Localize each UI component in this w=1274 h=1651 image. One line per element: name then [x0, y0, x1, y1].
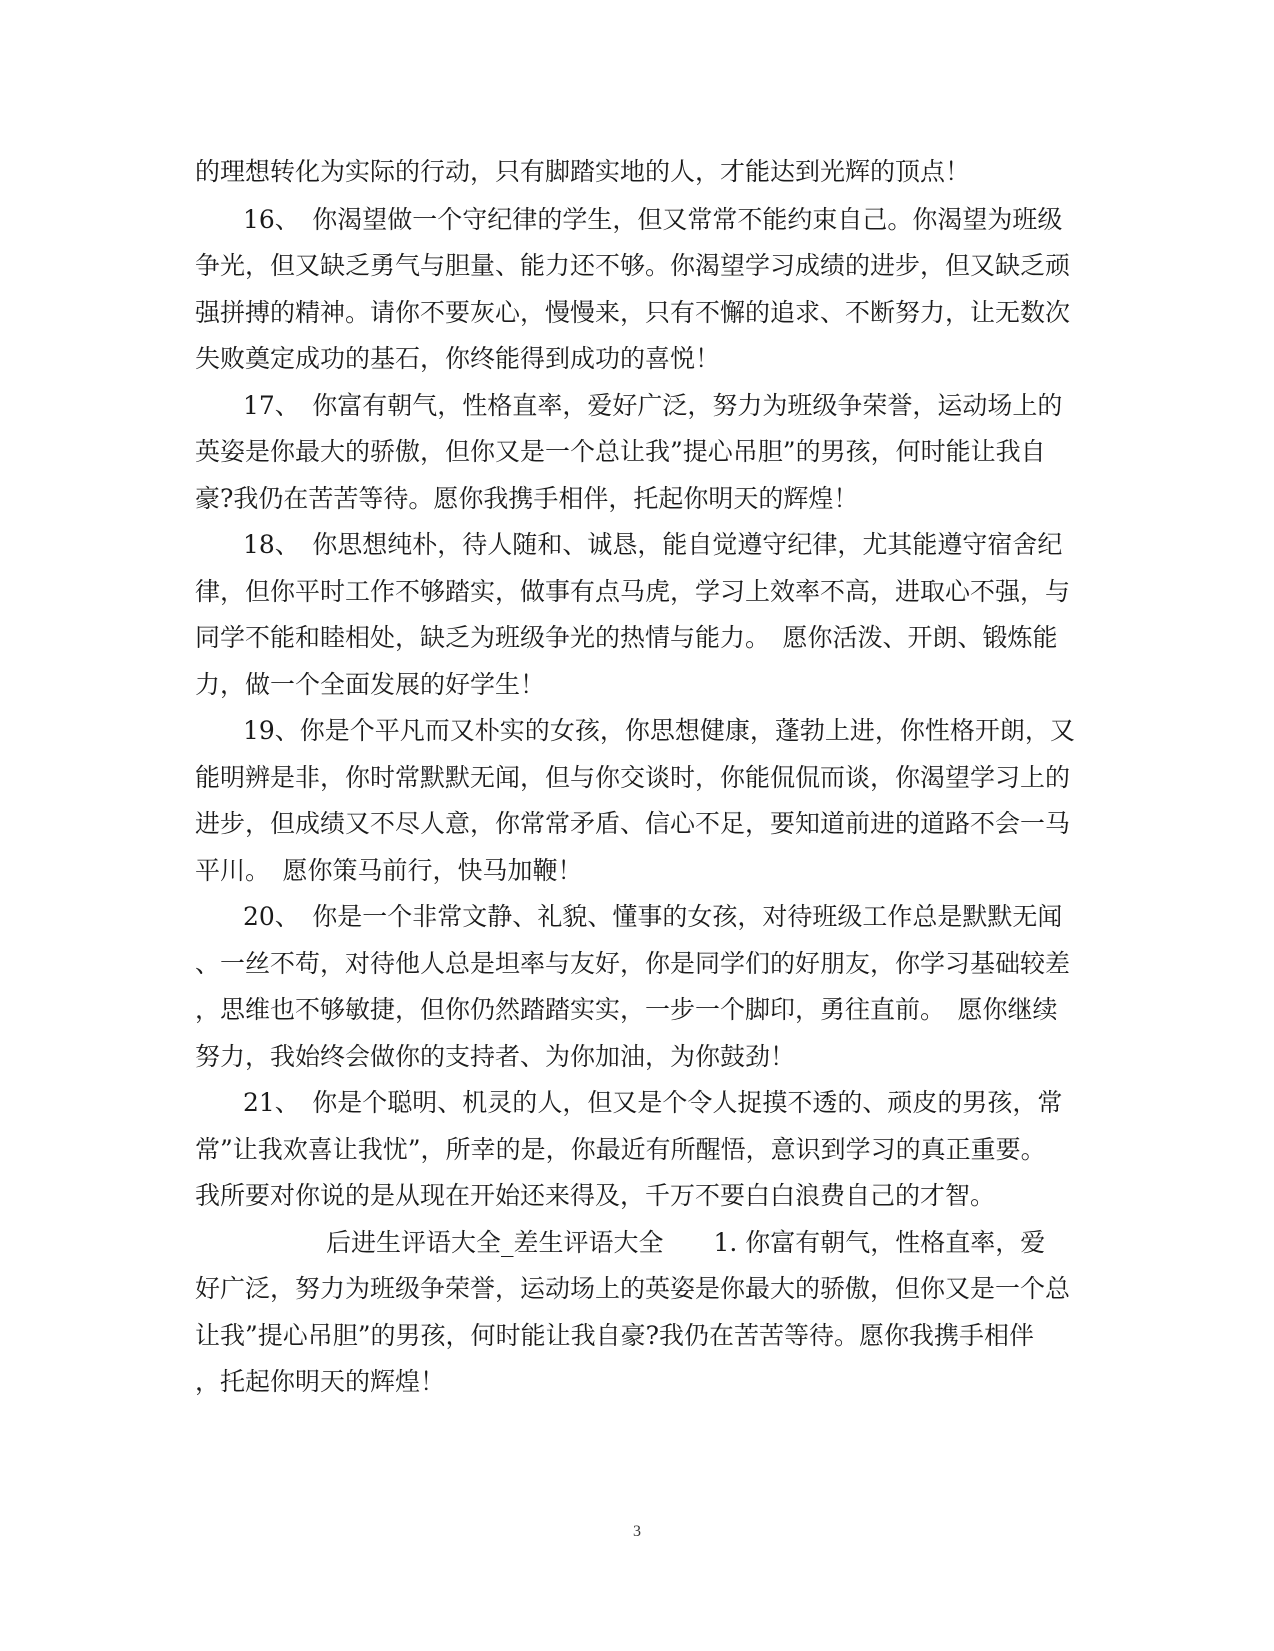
- section-heading-line: 后进生评语大全_差生评语大全 1. 你富有朝气，性格直率，爱: [326, 1228, 1046, 1257]
- text-line: 豪?我仍在苦苦等待。愿你我携手相伴，托起你明天的辉煌！: [195, 484, 859, 513]
- text-line: 强拼搏的精神。请你不要灰心，慢慢来，只有不懈的追求、不断努力，让无数次: [195, 298, 1071, 327]
- text-line: 律，但你平时工作不够踏实，做事有点马虎，学习上效率不高，进取心不强，与: [195, 577, 1071, 606]
- text-line: 同学不能和睦相处，缺乏为班级争光的热情与能力。 愿你活泼、开朗、锻炼能: [195, 623, 1058, 652]
- text-line: 的理想转化为实际的行动，只有脚踏实地的人，才能达到光辉的顶点！: [195, 157, 971, 186]
- text-line: 平川。 愿你策马前行，快马加鞭！: [195, 856, 583, 885]
- text-line: 失败奠定成功的基石，你终能得到成功的喜悦！: [195, 344, 721, 373]
- paragraph-20-line: 20、 你是一个非常文静、礼貌、懂事的女孩，对待班级工作总是默默无闻: [243, 902, 1063, 931]
- paragraph-18-line: 18、 你思想纯朴，待人随和、诚恳，能自觉遵守纪律，尤其能遵守宿舍纪: [243, 530, 1063, 559]
- text-line: 让我”提心吊胆”的男孩，何时能让我自豪?我仍在苦苦等待。愿你我携手相伴: [195, 1321, 1034, 1350]
- paragraph-21-line: 21、 你是个聪明、机灵的人，但又是个令人捉摸不透的、顽皮的男孩，常: [243, 1088, 1063, 1117]
- paragraph-17-line: 17、 你富有朝气，性格直率，爱好广泛，努力为班级争荣誉，运动场上的: [243, 391, 1063, 420]
- paragraph-19-line: 19、你是个平凡而又朴实的女孩，你思想健康，蓬勃上进，你性格开朗，又: [243, 716, 1075, 745]
- text-line: 英姿是你最大的骄傲，但你又是一个总让我”提心吊胆”的男孩，何时能让我自: [195, 437, 1046, 466]
- text-line: 争光，但又缺乏勇气与胆量、能力还不够。你渴望学习成绩的进步，但又缺乏顽: [195, 251, 1071, 280]
- text-line: ，托起你明天的辉煌！: [195, 1367, 446, 1396]
- text-line: 常”让我欢喜让我忧”，所幸的是，你最近有所醒悟，意识到学习的真正重要。: [195, 1135, 1046, 1164]
- page-number: 3: [633, 1523, 641, 1540]
- text-line: 力，做一个全面发展的好学生！: [195, 670, 546, 699]
- text-line: 、一丝不苟，对待他人总是坦率与友好，你是同学们的好朋友，你学习基础较差: [195, 949, 1071, 978]
- text-line: ，思维也不够敏捷，但你仍然踏踏实实，一步一个脚印，勇往直前。 愿你继续: [195, 995, 1058, 1024]
- text-line: 我所要对你说的是从现在开始还来得及，千万不要白白浪费自己的才智。: [195, 1181, 996, 1210]
- text-line: 好广泛，努力为班级争荣誉，运动场上的英姿是你最大的骄傲，但你又是一个总: [195, 1274, 1071, 1303]
- text-line: 进步，但成绩又不尽人意，你常常矛盾、信心不足，要知道前进的道路不会一马: [195, 809, 1071, 838]
- text-line: 努力，我始终会做你的支持者、为你加油，为你鼓劲！: [195, 1042, 796, 1071]
- text-line: 能明辨是非，你时常默默无闻，但与你交谈时，你能侃侃而谈，你渴望学习上的: [195, 763, 1071, 792]
- paragraph-16-line: 16、 你渴望做一个守纪律的学生，但又常常不能约束自己。你渴望为班级: [243, 205, 1063, 234]
